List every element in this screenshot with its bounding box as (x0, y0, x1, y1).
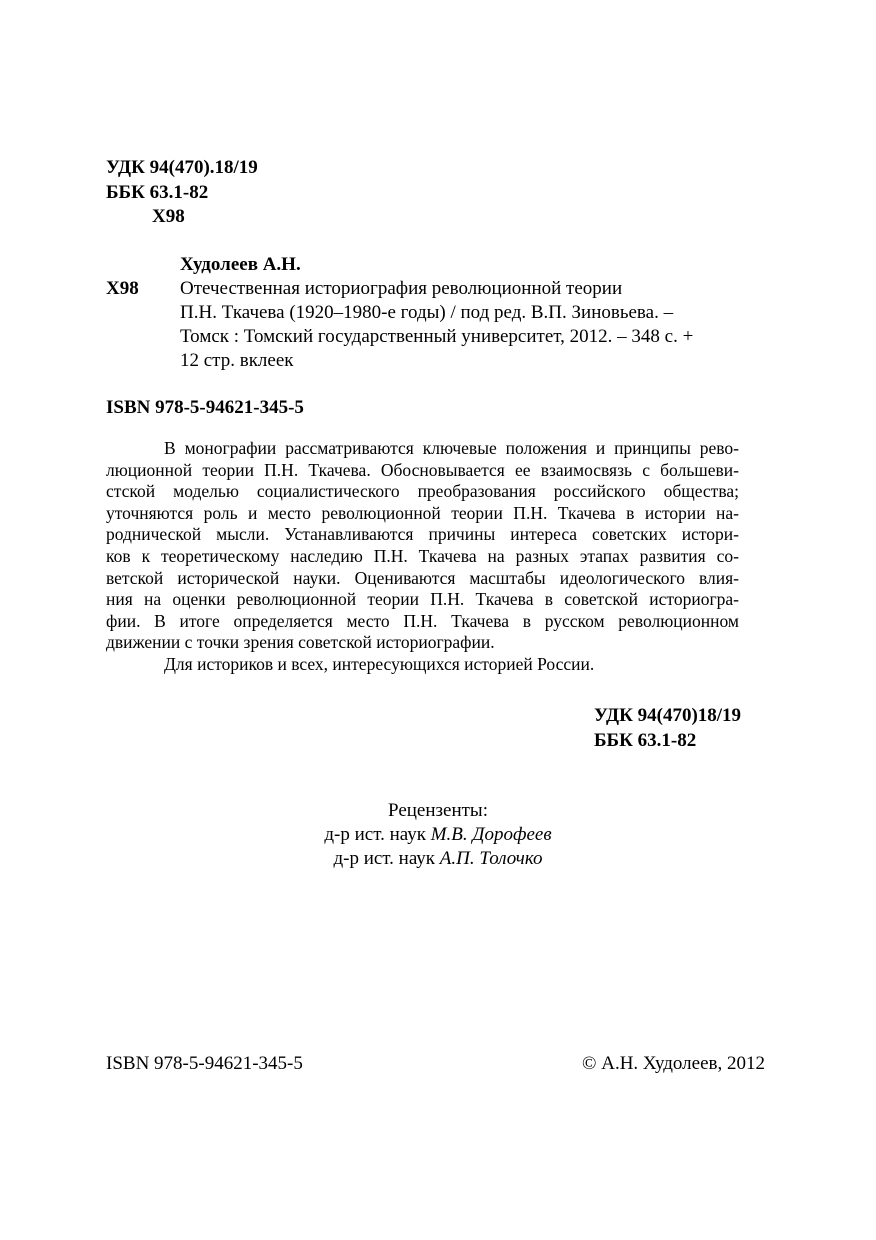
annotation-line: ков к теоретическому наследию П.Н. Ткачева на разных этапах развития со- (106, 545, 739, 566)
reviewer-name: М.В. Дорофеев (430, 824, 552, 845)
reviewers-block (236, 799, 640, 871)
annotation-line: роднической мысли. Устанавливаются причины интереса советских истори- (106, 524, 739, 545)
reviewer-entry (236, 847, 640, 871)
reviewer-degree: д-р ист. наук (333, 848, 436, 869)
annotation-line: ния на оценки революционной теории П.Н. Ткачева в советской историогра- (106, 589, 739, 610)
footer-copyright: © А.Н. Худолеев, 2012 (582, 1053, 765, 1074)
annotation-audience: Для историков и всех, интересующихся историей России. (164, 653, 595, 674)
annotation-line: люционной теории П.Н. Ткачева. Обосновывается ее взаимосвязь с большеви- (106, 459, 739, 480)
reviewer-name: А.П. Толочко (439, 848, 543, 869)
annotation-line: уточняются роль и место революционной теории П.Н. Ткачева в истории на- (106, 502, 739, 523)
annotation-line: движении с точки зрения советской историографии. (106, 632, 495, 653)
annotation (106, 438, 739, 676)
annotation-line: ветской исторической науки. Оцениваются масштабы идеологического влия- (106, 567, 739, 588)
reviewers-title: Рецензенты: (388, 800, 488, 821)
catalog-line: Отечественная историография революционной теории (180, 278, 623, 299)
reviewer-entry (236, 823, 640, 847)
annotation-line: фии. В итоге определяется место П.Н. Ткачева в русском революционном (106, 610, 739, 631)
annotation-line: В монографии рассматриваются ключевые положения и принципы рево- (164, 438, 739, 458)
catalog-line: Томск : Томский государственный университет, 2012. – 348 с. + (180, 326, 694, 347)
class-bbk: ББК 63.1-82 (594, 730, 697, 751)
catalog-description (180, 277, 770, 373)
catalog-author: Худолеев А.Н. (180, 254, 301, 275)
catalog-line: 12 стр. вклеек (180, 350, 294, 371)
annotation-line: стской моделью социалистического преобразования российского общества; (106, 481, 739, 502)
catalog-mark: Х98 (106, 278, 139, 299)
header-author-mark: Х98 (152, 206, 185, 227)
reviewer-degree: д-р ист. наук (324, 824, 426, 845)
footer-isbn: ISBN 978-5-94621-345-5 (106, 1053, 303, 1074)
isbn-bold: ISBN 978-5-94621-345-5 (106, 397, 304, 418)
header-bbk: ББК 63.1-82 (106, 182, 209, 203)
catalog-line: П.Н. Ткачева (1920–1980-е годы) / под ред. В.П. Зиновьева. – (180, 302, 674, 323)
class-udk: УДК 94(470)18/19 (594, 705, 742, 726)
header-udk: УДК 94(470).18/19 (106, 157, 258, 178)
